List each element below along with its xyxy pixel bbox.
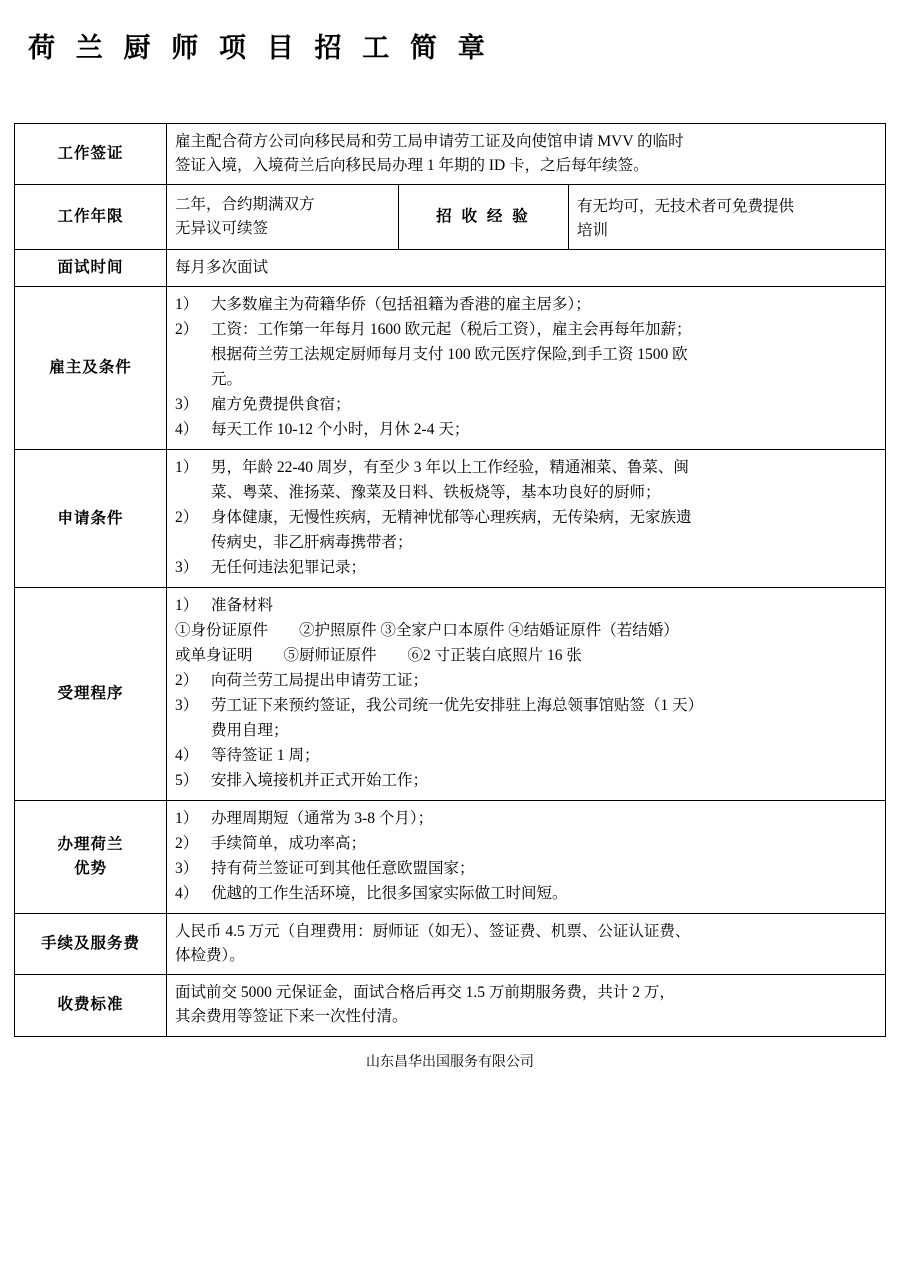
employer-conditions-list: [175, 293, 877, 442]
table-row-interview-time: [15, 250, 886, 287]
list-item: [175, 481, 877, 505]
list-item-text: 元。: [211, 371, 243, 389]
list-item-number: 3）: [175, 396, 199, 414]
list-item-text: 身体健康，无慢性疾病，无精神忧郁等心理疾病，无传染病，无家族遗: [211, 509, 692, 527]
list-item: [175, 531, 877, 555]
list-item-text: 劳工证下来预约签证，我公司统一优先安排驻上海总领事馆贴签（1 天）: [211, 697, 704, 715]
list-item-text: 工资：工作第一年每月 1600 欧元起（税后工资），雇主会再每年加薪；: [211, 321, 692, 339]
list-item-text: 传病史，非乙肝病毒携带者；: [211, 534, 413, 552]
list-item: [175, 832, 877, 856]
apply-conditions-list: [175, 456, 877, 580]
list-item-number: 5）: [175, 772, 199, 790]
list-item-number: 4）: [175, 885, 199, 903]
row-label-service-fee: 手续及服务费: [15, 914, 167, 975]
list-item-text: 手续简单，成功率高；: [211, 835, 367, 853]
list-item-number: 2）: [175, 321, 199, 339]
list-item: [175, 619, 877, 643]
list-item: [175, 456, 877, 480]
row-label-work-years: 工作年限: [15, 185, 167, 250]
row-label-work-visa: 工作签证: [15, 124, 167, 185]
table-row-employer-conditions: [15, 287, 886, 450]
list-item-text: ①身份证原件 ②护照原件 ③全家户口本原件 ④结婚证原件（若结婚）: [175, 622, 679, 640]
list-item-text: 办理周期短（通常为 3-8 个月）；: [211, 810, 434, 828]
list-item-number: 4）: [175, 421, 199, 439]
list-item: [175, 882, 877, 906]
list-item-number: 1）: [175, 597, 199, 615]
list-item-text: 根据荷兰劳工法规定厨师每月支付 100 欧元医疗保险,到手工资 1500 欧: [211, 346, 688, 364]
experience-line-2: 培训: [577, 222, 609, 240]
list-item-text: 持有荷兰签证可到其他任意欧盟国家；: [211, 860, 475, 878]
list-item-text: 或单身证明 ⑤厨师证原件 ⑥2 寸正装白底照片 16 张: [175, 647, 582, 665]
list-item: [175, 556, 877, 580]
list-item-text: 等待签证 1 周；: [211, 747, 320, 765]
list-item-text: 雇方免费提供食宿；: [211, 396, 351, 414]
list-item-number: 3）: [175, 559, 199, 577]
work-years-line-1: 二年，合约期满双方: [175, 196, 315, 214]
list-item-number: 1）: [175, 296, 199, 314]
list-item: [175, 744, 877, 768]
list-item: [175, 719, 877, 743]
table-row-work-years: [15, 185, 886, 250]
list-item-text: 安排入境接机并正式开始工作；: [211, 772, 429, 790]
list-item: [175, 807, 877, 831]
list-item: [175, 368, 877, 392]
list-item: [175, 418, 877, 442]
procedure-list: [175, 594, 877, 793]
list-item-text: 准备材料: [211, 597, 274, 615]
recruitment-table: [14, 123, 886, 1037]
work-years-line-2: 无异议可续签: [175, 220, 269, 238]
list-item-number: 1）: [175, 810, 199, 828]
list-item-number: 2）: [175, 835, 199, 853]
advantages-label-line-2: 优势: [73, 860, 107, 878]
list-item: [175, 293, 877, 317]
list-item-number: 1）: [175, 459, 199, 477]
list-item-text: 无任何违法犯罪记录；: [211, 559, 367, 577]
row-label-interview-time: 面试时间: [15, 250, 167, 287]
list-item-text: 优越的工作生活环境，比很多国家实际做工时间短。: [211, 885, 568, 903]
row-label-employer-conditions: 雇主及条件: [15, 287, 167, 450]
row-label-apply-conditions: 申请条件: [15, 450, 167, 588]
row-value-work-visa: [167, 124, 886, 185]
work-visa-line-1: 雇主配合荷方公司向移民局和劳工局申请劳工证及向使馆申请 MVV 的临时: [175, 133, 684, 150]
table-row-work-visa: [15, 124, 886, 185]
list-item-number: 2）: [175, 509, 199, 527]
experience-line-1: 有无均可，无技术者可免费提供: [577, 198, 795, 216]
list-item-text: 菜、粤菜、淮扬菜、豫菜及日料、铁板烧等，基本功良好的厨师；: [211, 484, 661, 502]
list-item: [175, 393, 877, 417]
list-item-text: 费用自理；: [211, 722, 289, 740]
work-visa-line-2: 签证入境，入境荷兰后向移民局办理 1 年期的 ID 卡，之后每年续签。: [175, 157, 649, 175]
list-item-number: 3）: [175, 860, 199, 878]
charge-standard-line-2: 其余费用等签证下来一次性付清。: [175, 1008, 408, 1026]
row-label-advantages: [15, 801, 167, 914]
list-item: [175, 857, 877, 881]
row-value-apply-conditions: [167, 450, 886, 588]
table-row-service-fee: [15, 914, 886, 975]
page-footer: 山东昌华出国服务有限公司: [366, 1054, 534, 1070]
advantages-label-line-1: 办理荷兰: [57, 836, 124, 854]
row-label-charge-standard: 收费标准: [15, 975, 167, 1036]
row-value-work-years: [167, 185, 399, 250]
row-value-employer-conditions: [167, 287, 886, 450]
table-row-advantages: [15, 801, 886, 914]
service-fee-line-1: 人民币 4.5 万元（自理费用：厨师证（如无）、签证费、机票、公证认证费、: [175, 923, 691, 941]
row-value-procedure: [167, 588, 886, 801]
row-label-procedure: 受理程序: [15, 588, 167, 801]
list-item-text: 每天工作 10-12 个小时，月休 2-4 天；: [211, 421, 470, 439]
table-row-procedure: [15, 588, 886, 801]
list-item-number: 3）: [175, 697, 199, 715]
list-item-number: 4）: [175, 747, 199, 765]
row-value-advantages: [167, 801, 886, 914]
list-item: [175, 644, 877, 668]
list-item-text: 男，年龄 22-40 周岁，有至少 3 年以上工作经验，精通湘菜、鲁菜、闽: [211, 459, 689, 477]
list-item-text: 向荷兰劳工局提出申请劳工证；: [211, 672, 429, 690]
list-item: [175, 318, 877, 342]
charge-standard-line-1: 面试前交 5000 元保证金，面试合格后再交 1.5 万前期服务费，共计 2 万，: [175, 984, 675, 1002]
row-label-experience: 招 收 经 验: [399, 185, 569, 250]
row-value-charge-standard: [167, 975, 886, 1036]
table-row-charge-standard: [15, 975, 886, 1036]
table-row-apply-conditions: [15, 450, 886, 588]
advantages-list: [175, 807, 877, 906]
list-item: [175, 594, 877, 618]
list-item-text: 大多数雇主为荷籍华侨（包括祖籍为香港的雇主居多）；: [211, 296, 591, 314]
row-value-service-fee: [167, 914, 886, 975]
list-item: [175, 669, 877, 693]
list-item: [175, 769, 877, 793]
list-item: [175, 694, 877, 718]
service-fee-line-2: 体检费）。: [175, 947, 245, 965]
list-item: [175, 343, 877, 367]
row-value-experience: [569, 185, 886, 250]
list-item: [175, 506, 877, 530]
list-item-number: 2）: [175, 672, 199, 690]
row-value-interview-time: 每月多次面试: [167, 250, 886, 287]
page-title: 荷 兰 厨 师 项 目 招 工 简 章: [28, 33, 492, 63]
